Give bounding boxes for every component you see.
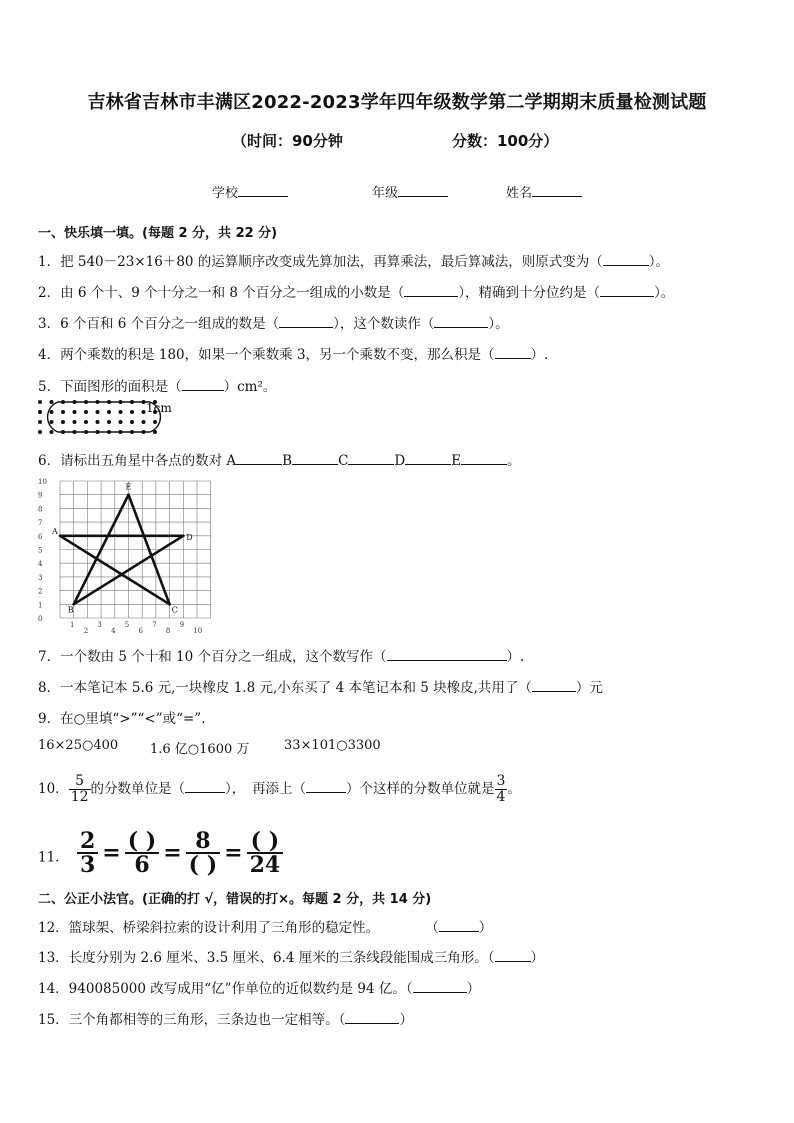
answer-blank [600, 282, 654, 297]
question-3: 3．6 个百和 6 个百分之一组成的数是（ ），这个数读作（ ）。 [38, 312, 509, 332]
grid-dot [73, 420, 77, 424]
y-tick-label: 10 [38, 478, 47, 486]
y-tick-label: 7 [38, 519, 43, 528]
x-tick-label: 10 [193, 627, 203, 634]
grade-label: 年级 [372, 186, 399, 201]
fraction-3-4: $\frac{3}{4}$ [496, 773, 506, 805]
y-tick-label: 3 [38, 573, 43, 582]
dot-grid-figure [34, 396, 194, 440]
school-label: 学校 [212, 186, 239, 201]
x-tick-label: 4 [111, 627, 116, 634]
question-13: 13．长度分别为 2.6 厘米、3.5 厘米、6.4 厘米的三条线段能围成三角形。（ ） [38, 946, 544, 966]
answer-blank [532, 677, 576, 692]
dot-grid-dots [38, 400, 157, 434]
grid-dot [38, 420, 42, 424]
question-11: 11． $\frac{2}{3}$ = $\frac{( )}{6}$ = $\frac{8}{( )}$ = $\frac{( )}{24}$ [38, 830, 287, 876]
page-title: 吉林省吉林市丰满区2022-2023学年四年级数学第二学期期末质量检测试题 [87, 92, 707, 113]
point-label-e: E [125, 482, 132, 492]
grid-dot [61, 420, 65, 424]
grid-dot [119, 420, 123, 424]
star-point-labels [51, 483, 193, 615]
x-tick-label: 1 [70, 621, 75, 629]
grid-dot [84, 420, 88, 424]
y-tick-label: 6 [38, 532, 43, 541]
question-14: 14．940085000 改写成用“亿”作单位的近似数约是 94 亿。（ ） [38, 977, 480, 997]
grid-dot [142, 420, 146, 424]
point-label-d: D [186, 532, 193, 542]
section1-title: 一、快乐填一填。(每题 2 分，共 22 分) [38, 226, 278, 241]
y-tick-label: 9 [38, 491, 43, 500]
name-label: 姓名 [506, 186, 533, 201]
grid-dot [73, 410, 77, 414]
x-tick-label: 9 [179, 621, 185, 629]
school-field [212, 182, 288, 201]
grid-dot [50, 420, 54, 424]
answer-blank [279, 313, 333, 328]
question-8: 8．一本笔记本 5.6 元,一块橡皮 1.8 元,小东买了 4 本笔记本和 5 块橡皮,共用了（ ）元 [38, 676, 603, 696]
q9-item-b: 1.6 亿○1600 万 [150, 742, 250, 757]
question-1: 1．把 540－23×16＋80 的运算顺序改变成先算加法，再算乘法，最后算减法，则原式变为（ ）。 [38, 250, 669, 270]
star-grid-chart [36, 476, 236, 634]
y-tick-label: 1 [38, 601, 43, 610]
question-9: 9．在○里填“>”“<”或“=”. [38, 711, 206, 727]
question-2: 2．由 6 个十、9 个十分之一和 8 个百分之一组成的小数是（ ），精确到十分位约是（ ）。 [38, 281, 674, 301]
answer-blank [404, 282, 458, 297]
unit-label: 1cm [146, 401, 172, 415]
y-tick-label: 5 [38, 546, 43, 555]
grid-dot [50, 410, 54, 414]
fraction-5-12: $\frac{5}{12}$ [70, 773, 89, 805]
grid-dot [38, 430, 42, 434]
question-12: 12．篮球架、桥梁斜拉索的设计利用了三角形的稳定性。 （ ） [38, 916, 492, 936]
y-tick-label: 8 [38, 505, 43, 514]
question-15: 15．三个角都相等的三角形，三条边也一定相等。（ ） [38, 1008, 413, 1028]
x-tick-label: 2 [83, 627, 89, 634]
q9-item-c: 33×101○3300 [284, 738, 381, 753]
y-tick-label: 4 [38, 560, 43, 569]
grid-dot [38, 400, 42, 404]
y-tick-label: 0 [38, 615, 43, 623]
x-tick-label: 8 [165, 627, 171, 634]
school-blank [238, 182, 288, 197]
answer-blank [603, 251, 649, 266]
question-7: 7．一个数由 5 个十和 10 个百分之一组成，这个数写作（ ）. [38, 645, 524, 665]
grid-dot [130, 420, 134, 424]
x-tick-label: 6 [138, 627, 143, 634]
fraction-blank-24: $\frac{( )}{24}$ [247, 830, 284, 876]
grade-field [372, 182, 448, 201]
grid-dot [50, 400, 54, 404]
answer-blank [387, 646, 507, 661]
question-10: 10． $\frac{5}{12}$ 的分数单位是（ ）， 再添上（ ）个这样的分数单位就是 $\frac{3}{4}$ 。 [38, 773, 521, 805]
grade-blank [398, 182, 448, 197]
grid-dot [130, 410, 134, 414]
grid-dot [119, 410, 123, 414]
name-field [506, 182, 582, 201]
question-6: 6．请标出五角星中各点的数对 A B C D E 。 [38, 449, 521, 469]
grid-dot [50, 430, 54, 434]
answer-blank [434, 313, 488, 328]
x-tick-label: 7 [152, 621, 157, 629]
question-4: 4．两个乘数的积是 180，如果一个乘数乘 3，另一个乘数不变，那么积是（ ）. [38, 343, 548, 363]
question-5: 5．下面图形的面积是（ ）cm²。 [38, 375, 276, 395]
grid-dot [142, 410, 146, 414]
name-blank [532, 182, 582, 197]
point-label-a: A [52, 526, 58, 536]
y-tick-label: 2 [38, 587, 43, 596]
exam-time: （时间：90分钟 [232, 132, 343, 150]
grid-dot [38, 410, 42, 414]
answer-blank [495, 344, 531, 359]
fraction-2-3: $\frac{2}{3}$ [77, 830, 98, 876]
q9-item-a: 16×25○400 [38, 738, 119, 753]
grid-dot [107, 410, 111, 414]
x-tick-label: 5 [124, 621, 130, 629]
grid-dot [153, 420, 157, 424]
grid-dot [107, 420, 111, 424]
exam-score: 分数：100分） [452, 132, 559, 150]
grid-dot [84, 410, 88, 414]
section2-title: 二、公正小法官。(正确的打 √，错误的打×。每题 2 分，共 14 分) [38, 892, 432, 907]
grid-dot [61, 410, 65, 414]
answer-blank [182, 376, 224, 391]
stadium-shape [48, 402, 161, 432]
x-tick-label: 3 [97, 621, 102, 629]
point-label-b: B [67, 605, 74, 615]
fraction-blank-6: $\frac{( )}{6}$ [125, 830, 159, 876]
point-label-c: C [171, 605, 178, 615]
grid-dot [96, 420, 100, 424]
grid-dot [96, 410, 100, 414]
fraction-8-blank: $\frac{8}{( )}$ [186, 830, 220, 876]
